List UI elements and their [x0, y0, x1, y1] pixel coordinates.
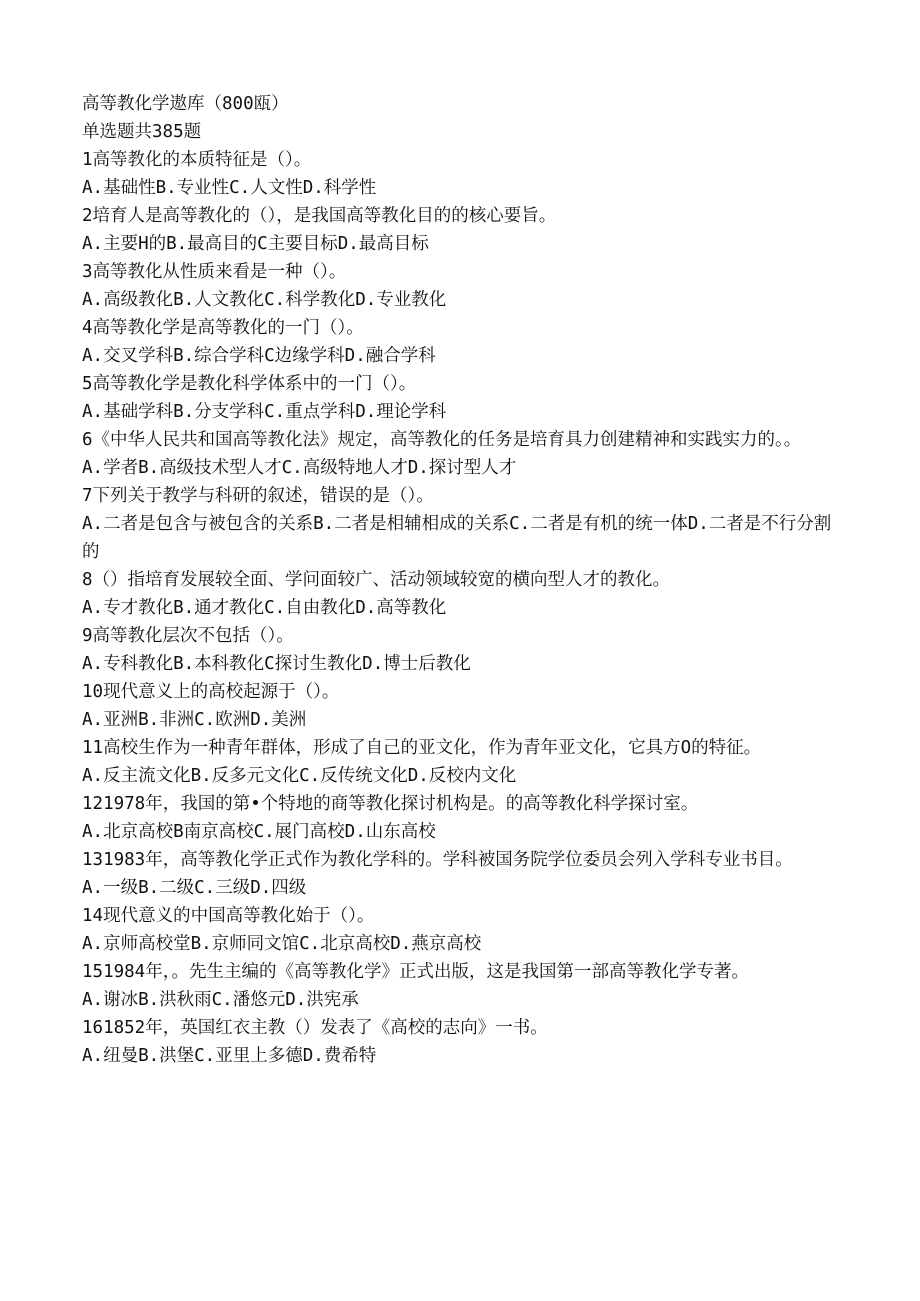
- document-title: 高等教化学遨库（800瓯）: [82, 94, 289, 114]
- question-options: A.北京高校B南京高校C.展门高校D.山东高校: [82, 822, 436, 842]
- question-options: A.学者B.高级技术型人才C.高级特地人才D.探讨型人才: [82, 458, 517, 478]
- question-block-13: [82, 846, 842, 902]
- question-block-6: [82, 426, 842, 482]
- question-text: 2培育人是高等教化的（），是我国高等教化目的的核心要旨。: [82, 206, 557, 226]
- question-block-10: [82, 678, 842, 734]
- question-block-12: [82, 790, 842, 846]
- question-options: A.亚洲B.非洲C.欧洲D.美洲: [82, 710, 307, 730]
- question-block-1: [82, 146, 842, 202]
- question-block-3: [82, 258, 842, 314]
- question-text: 5高等教化学是教化科学体系中的一门（）。: [82, 374, 417, 394]
- question-block-5: [82, 370, 842, 426]
- question-options: A.基础学科B.分支学科C.重点学科D.理论学科: [82, 402, 447, 422]
- question-options: A.一级B.二级C.三级D.四级: [82, 878, 307, 898]
- question-block-11: [82, 734, 842, 790]
- question-text: 9高等教化层次不包括（）。: [82, 626, 294, 646]
- section-heading: 单选题共385题: [82, 122, 202, 142]
- question-text: 3高等教化从性质来看是一种（）。: [82, 262, 347, 282]
- question-options: A.专科教化B.本科教化C探讨生教化D.博士后教化: [82, 654, 471, 674]
- question-options: A.二者是包含与被包含的关系B.二者是相辅相成的关系C.二者是有机的统一体D.二者是不行分割的: [82, 514, 832, 562]
- question-options: A.基础性B.专业性C.人文性D.科学性: [82, 178, 377, 198]
- question-text: 7下列关于教学与科研的叙述，错误的是（）。: [82, 486, 434, 506]
- question-text: 14现代意义的中国高等教化始于（）。: [82, 906, 375, 926]
- question-text: 1高等教化的本质特征是（）。: [82, 150, 312, 170]
- question-block-4: [82, 314, 842, 370]
- question-block-2: [82, 202, 842, 258]
- question-text: 8（）指培育发展较全面、学问面较广、活动领域较宽的横向型人才的教化。: [82, 570, 671, 590]
- question-options: A.高级教化B.人文教化C.科学教化D.专业教化: [82, 290, 447, 310]
- question-block-14: [82, 902, 842, 958]
- question-block-16: [82, 1014, 842, 1070]
- question-text: 11高校生作为一种青年群体，形成了自己的亚文化，作为青年亚文化，它具方O的特征。: [82, 738, 762, 758]
- question-text: 4高等教化学是高等教化的一门（）。: [82, 318, 364, 338]
- question-text: 6《中华人民共和国高等教化法》规定，高等教化的任务是培育具力创建精神和实践实力的。。: [82, 430, 802, 450]
- question-block-7: [82, 482, 842, 566]
- question-options: A.京师高校堂B.京师同文馆C.北京高校D.燕京高校: [82, 934, 482, 954]
- question-text: 10现代意义上的高校起源于（）。: [82, 682, 340, 702]
- question-text: 131983年，高等教化学正式作为教化学科的。学科被国务院学位委员会列入学科专业书目。: [82, 850, 793, 870]
- question-text: 121978年，我国的第•个特地的商等教化探讨机构是。的高等教化科学探讨室。: [82, 794, 699, 814]
- question-text: 161852年，英国红衣主教（）发表了《高校的志向》一书。: [82, 1018, 548, 1038]
- question-options: A.交叉学科B.综合学科C边缘学科D.融合学科: [82, 346, 436, 366]
- question-text: 151984年，。先生主编的《高等教化学》正式出版，这是我国第一部高等教化学专著。: [82, 962, 749, 982]
- question-block-8: [82, 566, 842, 622]
- question-block-9: [82, 622, 842, 678]
- document-body: [82, 90, 842, 1070]
- question-options: A.谢冰B.洪秋雨C.潘悠元D.洪宪承: [82, 990, 359, 1010]
- question-options: A.纽曼B.洪堡C.亚里上多德D.费希特: [82, 1046, 377, 1066]
- question-options: A.专才教化B.通才教化C.自由教化D.高等教化: [82, 598, 447, 618]
- question-options: A.反主流文化B.反多元文化C.反传统文化D.反校内文化: [82, 766, 517, 786]
- question-options: A.主要H的B.最高目的C主要目标D.最高目标: [82, 234, 429, 254]
- question-block-15: [82, 958, 842, 1014]
